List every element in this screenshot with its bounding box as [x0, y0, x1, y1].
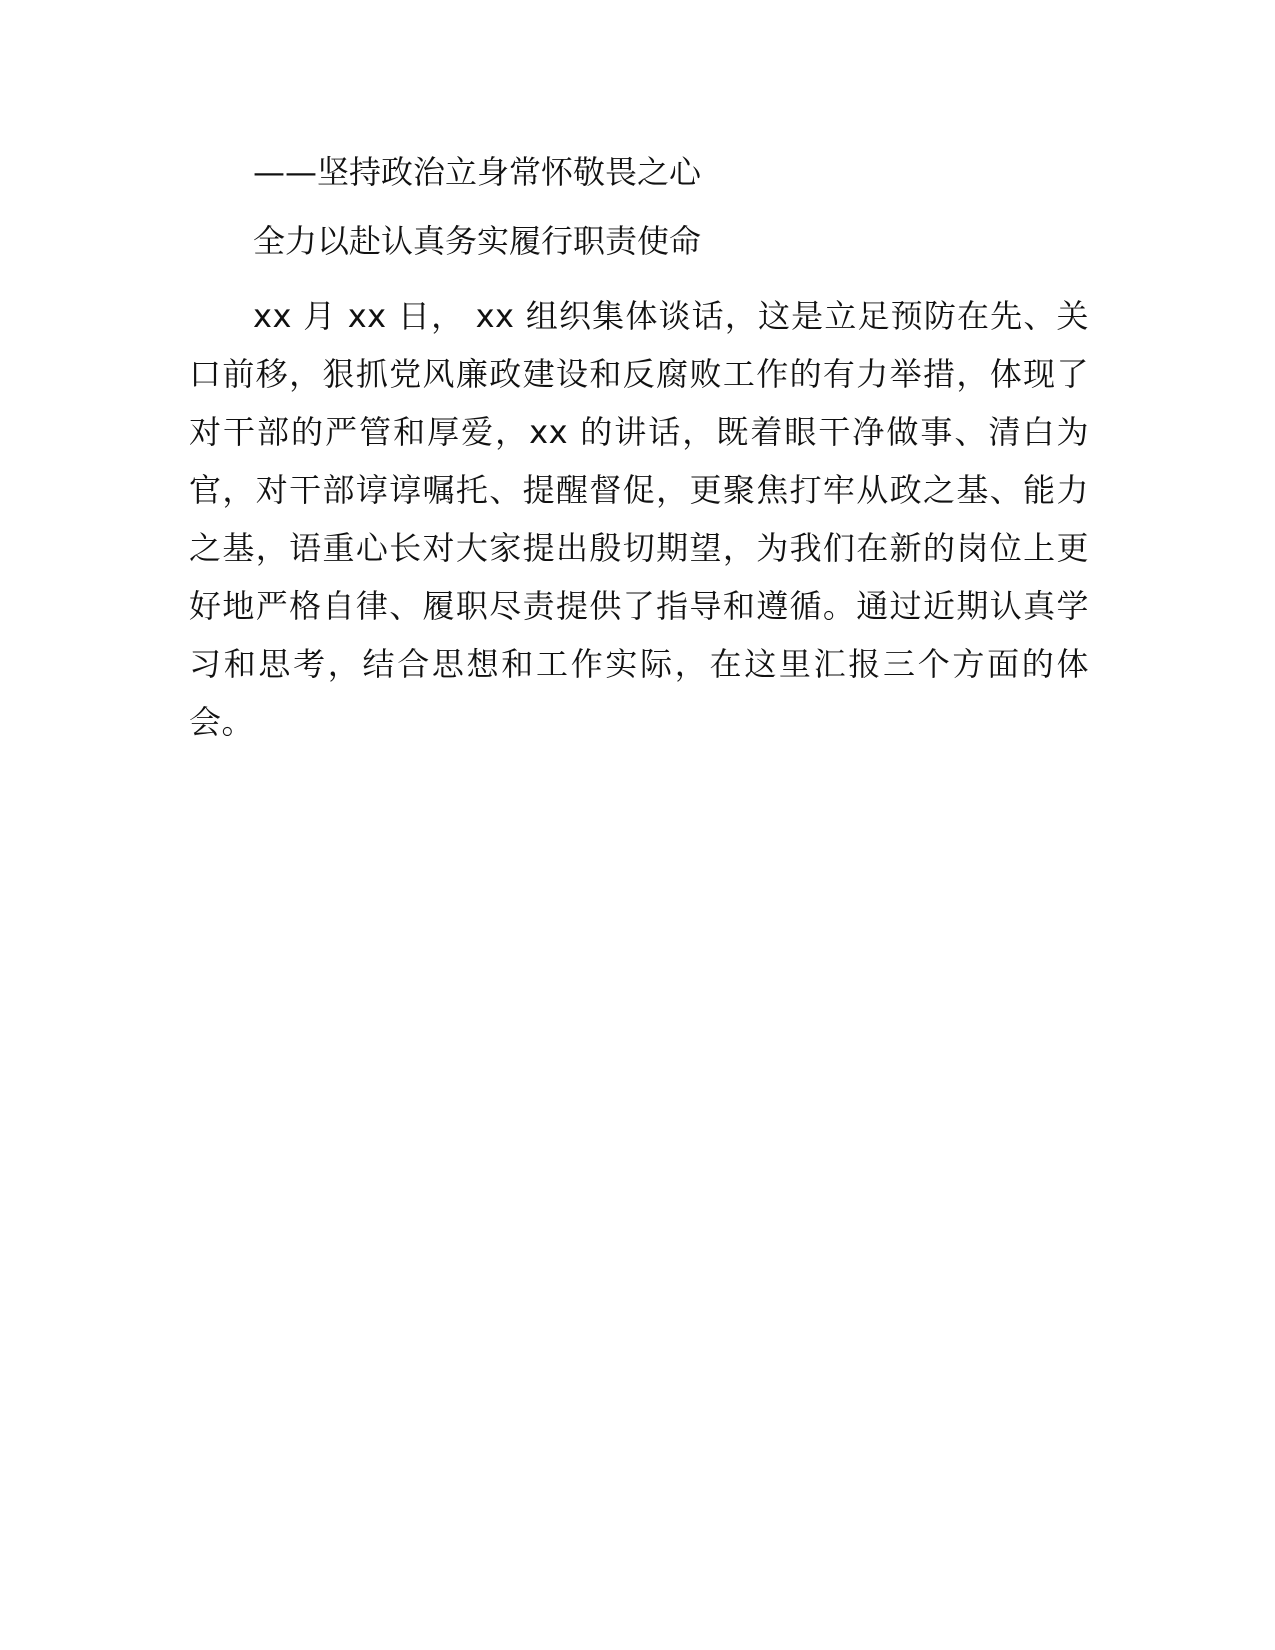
subtitle-line-2: 全力以赴认真务实履行职责使命: [253, 222, 702, 260]
body-paragraph: xx 月 xx 日， xx 组织集体谈话，这是立足预防在先、关口前移，狠抓党风廉政建设和反腐败工作的有力举措，体现了对干部的严管和厚爱，xx 的讲话，既着眼干净做事、清白为官，对干部谆谆嘱托、提醒督促，更聚焦打牢从政之基、能力之基，语重心长对大家提出殷切期望，为我们在新的岗位上更好地严格自律、履职尽责提供了指导和遵循。通过近期认真学习和思考，结合思想和工作实际，在这里汇报三个方面的体会。: [189, 297, 1089, 741]
document-content: [189, 154, 1089, 751]
subtitle-line-1: ——坚持政治立身常怀敬畏之心: [253, 153, 702, 191]
